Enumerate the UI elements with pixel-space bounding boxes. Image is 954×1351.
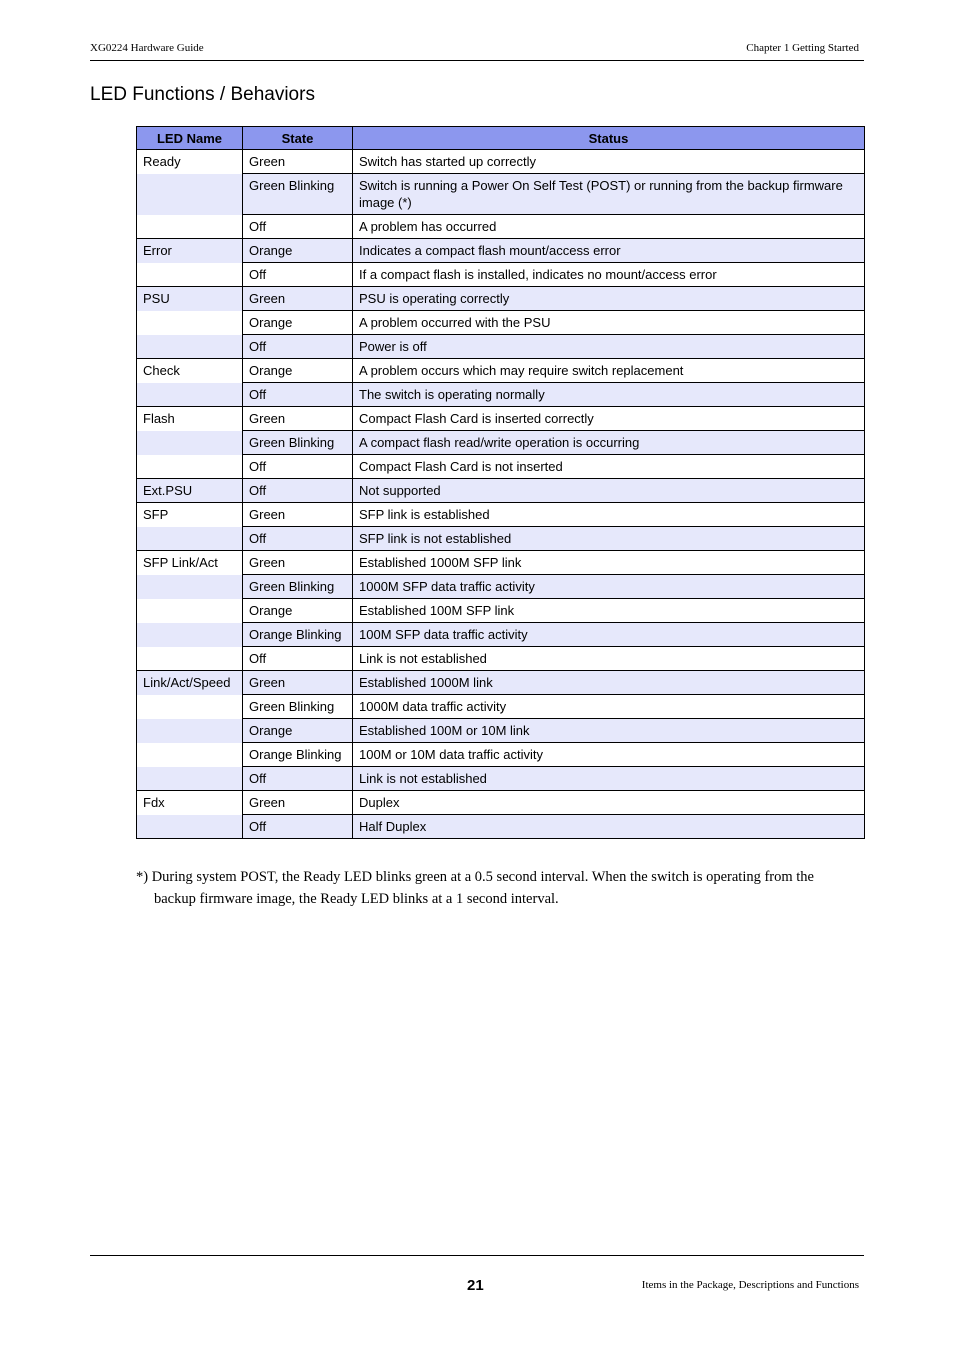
status-cell: A compact flash read/write operation is occurring (353, 431, 865, 455)
led-name-cell (137, 383, 243, 407)
led-table-body (137, 150, 865, 839)
state-cell: Off (243, 335, 353, 359)
state-cell: Green (243, 791, 353, 815)
led-name-cell (137, 455, 243, 479)
led-name-cell (137, 695, 243, 719)
table-row (137, 671, 865, 695)
table-row (137, 359, 865, 383)
led-name-cell (137, 647, 243, 671)
state-cell: Off (243, 215, 353, 239)
status-cell: Established 100M or 10M link (353, 719, 865, 743)
status-cell: The switch is operating normally (353, 383, 865, 407)
table-row (137, 647, 865, 671)
footer-section-title: Items in the Package, Descriptions and Functions (641, 1279, 859, 1291)
table-row (137, 815, 865, 839)
status-cell: 100M SFP data traffic activity (353, 623, 865, 647)
state-cell: Green (243, 671, 353, 695)
table-row (137, 239, 865, 263)
state-cell: Off (243, 383, 353, 407)
led-name-cell (137, 599, 243, 623)
footnote-line-2: backup firmware image, the Ready LED blinks at a 1 second interval. (154, 891, 559, 907)
led-name-cell (137, 623, 243, 647)
state-cell: Off (243, 527, 353, 551)
state-cell: Off (243, 455, 353, 479)
table-row (137, 383, 865, 407)
page-header (90, 42, 864, 61)
table-row (137, 215, 865, 239)
led-name-cell (137, 575, 243, 599)
led-name-cell: PSU (137, 287, 243, 311)
state-cell: Orange (243, 311, 353, 335)
status-cell: Duplex (353, 791, 865, 815)
led-name-cell: Link/Act/Speed (137, 671, 243, 695)
table-row (137, 575, 865, 599)
status-cell: Compact Flash Card is not inserted (353, 455, 865, 479)
table-row (137, 503, 865, 527)
led-name-cell (137, 431, 243, 455)
status-cell: Indicates a compact flash mount/access error (353, 239, 865, 263)
footnote-line-1: *) During system POST, the Ready LED blinks green at a 0.5 second interval. When the switch is operating from the (136, 869, 814, 885)
state-cell: Orange (243, 719, 353, 743)
state-cell: Orange (243, 599, 353, 623)
status-cell: A problem has occurred (353, 215, 865, 239)
status-cell: If a compact flash is installed, indicates no mount/access error (353, 263, 865, 287)
status-cell: SFP link is established (353, 503, 865, 527)
table-header-row (137, 127, 865, 150)
led-name-cell (137, 174, 243, 215)
table-row (137, 431, 865, 455)
led-name-cell: SFP Link/Act (137, 551, 243, 575)
state-cell: Orange Blinking (243, 623, 353, 647)
table-row (137, 767, 865, 791)
state-cell: Orange (243, 239, 353, 263)
status-cell: 100M or 10M data traffic activity (353, 743, 865, 767)
led-name-cell (137, 311, 243, 335)
status-cell: Link is not established (353, 767, 865, 791)
state-cell: Off (243, 815, 353, 839)
status-cell: Power is off (353, 335, 865, 359)
status-cell: Compact Flash Card is inserted correctly (353, 407, 865, 431)
chapter-title: Chapter 1 Getting Started (746, 42, 859, 54)
state-cell: Green Blinking (243, 174, 353, 215)
table-row (137, 791, 865, 815)
page-footer (90, 1255, 864, 1296)
led-name-cell: Check (137, 359, 243, 383)
led-name-cell (137, 527, 243, 551)
led-name-cell: SFP (137, 503, 243, 527)
led-name-cell (137, 815, 243, 839)
table-row (137, 455, 865, 479)
status-cell: 1000M data traffic activity (353, 695, 865, 719)
table-row (137, 479, 865, 503)
footnote (136, 866, 856, 910)
status-cell: A problem occurs which may require switch replacement (353, 359, 865, 383)
status-cell: Established 100M SFP link (353, 599, 865, 623)
state-cell: Off (243, 647, 353, 671)
state-cell: Green Blinking (243, 431, 353, 455)
led-name-cell: Fdx (137, 791, 243, 815)
column-header-led-name: LED Name (137, 127, 243, 150)
state-cell: Off (243, 479, 353, 503)
state-cell: Orange Blinking (243, 743, 353, 767)
state-cell: Off (243, 263, 353, 287)
table-row (137, 599, 865, 623)
column-header-state: State (243, 127, 353, 150)
status-cell: 1000M SFP data traffic activity (353, 575, 865, 599)
table-row (137, 407, 865, 431)
led-name-cell (137, 743, 243, 767)
led-name-cell: Error (137, 239, 243, 263)
state-cell: Green (243, 150, 353, 174)
table-row (137, 335, 865, 359)
table-row (137, 743, 865, 767)
state-cell: Green (243, 551, 353, 575)
led-name-cell (137, 263, 243, 287)
status-cell: Half Duplex (353, 815, 865, 839)
state-cell: Green Blinking (243, 695, 353, 719)
state-cell: Green Blinking (243, 575, 353, 599)
led-name-cell: Flash (137, 407, 243, 431)
section-title: LED Functions / Behaviors (90, 84, 315, 105)
status-cell: Link is not established (353, 647, 865, 671)
status-cell: Established 1000M link (353, 671, 865, 695)
status-cell: Not supported (353, 479, 865, 503)
document-title: XG0224 Hardware Guide (90, 42, 204, 54)
led-name-cell (137, 719, 243, 743)
page-number: 21 (467, 1277, 484, 1294)
state-cell: Orange (243, 359, 353, 383)
state-cell: Green (243, 503, 353, 527)
led-name-cell (137, 767, 243, 791)
table-row (137, 719, 865, 743)
table-row (137, 287, 865, 311)
table-row (137, 551, 865, 575)
state-cell: Green (243, 407, 353, 431)
led-name-cell (137, 215, 243, 239)
led-name-cell: Ready (137, 150, 243, 174)
led-name-cell (137, 335, 243, 359)
status-cell: A problem occurred with the PSU (353, 311, 865, 335)
status-cell: Switch has started up correctly (353, 150, 865, 174)
column-header-status: Status (353, 127, 865, 150)
status-cell: PSU is operating correctly (353, 287, 865, 311)
table-row (137, 150, 865, 174)
led-name-cell: Ext.PSU (137, 479, 243, 503)
status-cell: Established 1000M SFP link (353, 551, 865, 575)
table-row (137, 623, 865, 647)
status-cell: SFP link is not established (353, 527, 865, 551)
table-row (137, 695, 865, 719)
state-cell: Off (243, 767, 353, 791)
table-row (137, 263, 865, 287)
table-row (137, 174, 865, 215)
status-cell: Switch is running a Power On Self Test (POST) or running from the backup firmware image (*) (353, 174, 865, 215)
state-cell: Green (243, 287, 353, 311)
table-row (137, 527, 865, 551)
table-row (137, 311, 865, 335)
led-table (136, 126, 865, 839)
